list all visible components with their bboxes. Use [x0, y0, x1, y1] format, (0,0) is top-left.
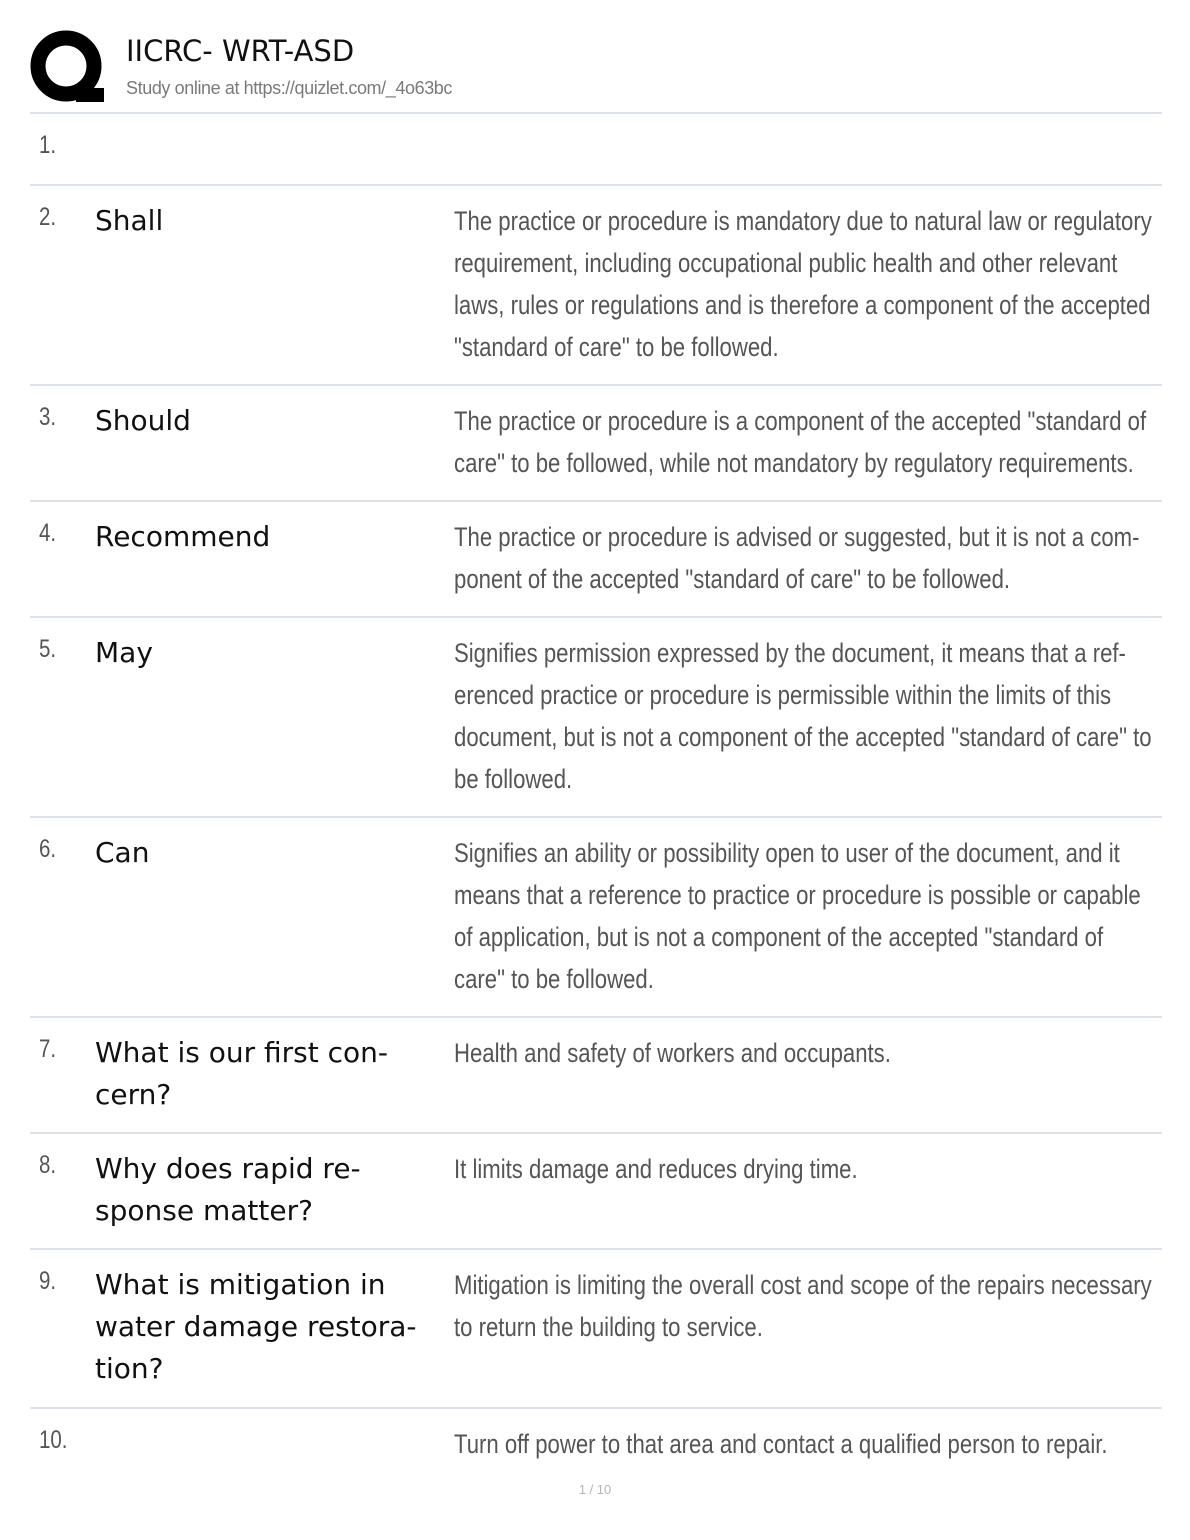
card-row-6 [30, 818, 1162, 1018]
card-row-4 [30, 502, 1162, 618]
card-definition: The practice or procedure is mandatory due to natural law or regulatory requirement, including occupational public health and other relevant laws, rules or regulations and is therefore a component of the accepted "standard of care" to be followed. [454, 206, 1152, 362]
page-header [30, 30, 1162, 114]
card-number: 3. [39, 403, 57, 431]
card-row-1 [30, 114, 1162, 186]
card-term: What is our first con-cern? [95, 1036, 389, 1111]
card-row-7 [30, 1018, 1162, 1134]
card-number: 6. [39, 835, 57, 863]
card-row-3 [30, 386, 1162, 502]
study-online-link[interactable]: Study online at https://quizlet.com/_4o63bc [126, 78, 453, 98]
quizlet-logo-icon [30, 30, 106, 106]
page-number: 1 / 10 [578, 1482, 612, 1497]
card-term: Can [95, 836, 150, 869]
card-definition: It limits damage and reduces drying time. [454, 1154, 858, 1184]
card-number: 1. [39, 131, 57, 159]
card-row-10 [30, 1409, 1162, 1481]
card-term: Recommend [95, 520, 271, 553]
card-definition: Turn off power to that area and contact a qualified person to repair. [454, 1429, 1108, 1459]
card-term: Should [95, 404, 191, 437]
card-row-9 [30, 1250, 1162, 1409]
card-definition: Signifies an ability or possibility open to user of the document, and it means that a reference to practice or procedure is possible or capable of application, but is not a component of the accepted "standard of care" to be followed. [454, 838, 1141, 994]
card-term: What is mitigation in water damage restora-tion? [95, 1268, 417, 1385]
card-definition: Health and safety of workers and occupants. [454, 1038, 891, 1068]
card-term: Why does rapid re-sponse matter? [95, 1152, 361, 1227]
card-number: 4. [39, 519, 57, 547]
card-number: 2. [39, 203, 57, 231]
card-number: 8. [39, 1151, 57, 1179]
card-term: May [95, 636, 153, 669]
card-number: 7. [39, 1035, 57, 1063]
card-row-8 [30, 1134, 1162, 1250]
card-row-5 [30, 618, 1162, 818]
card-term: Shall [95, 204, 164, 237]
card-number: 10. [39, 1426, 68, 1454]
card-definition: The practice or procedure is advised or suggested, but it is not a com-ponent of the accepted "standard of care" to be followed. [454, 522, 1140, 594]
card-definition: The practice or procedure is a component of the accepted "standard of care" to be followed, while not mandatory by regulatory requirements. [454, 406, 1147, 478]
card-number: 5. [39, 635, 57, 663]
card-definition: Signifies permission expressed by the document, it means that a ref-erenced practice or procedure is permissible within the limits of this document, but is not a component of the accepted "standard of care" to be followed. [454, 638, 1152, 794]
page-title: IICRC- WRT-ASD [126, 34, 355, 68]
flashcard-list [30, 114, 1162, 1481]
card-number: 9. [39, 1267, 57, 1295]
card-row-2 [30, 186, 1162, 386]
card-definition: Mitigation is limiting the overall cost and scope of the repairs necessary to return the building to service. [454, 1270, 1152, 1342]
